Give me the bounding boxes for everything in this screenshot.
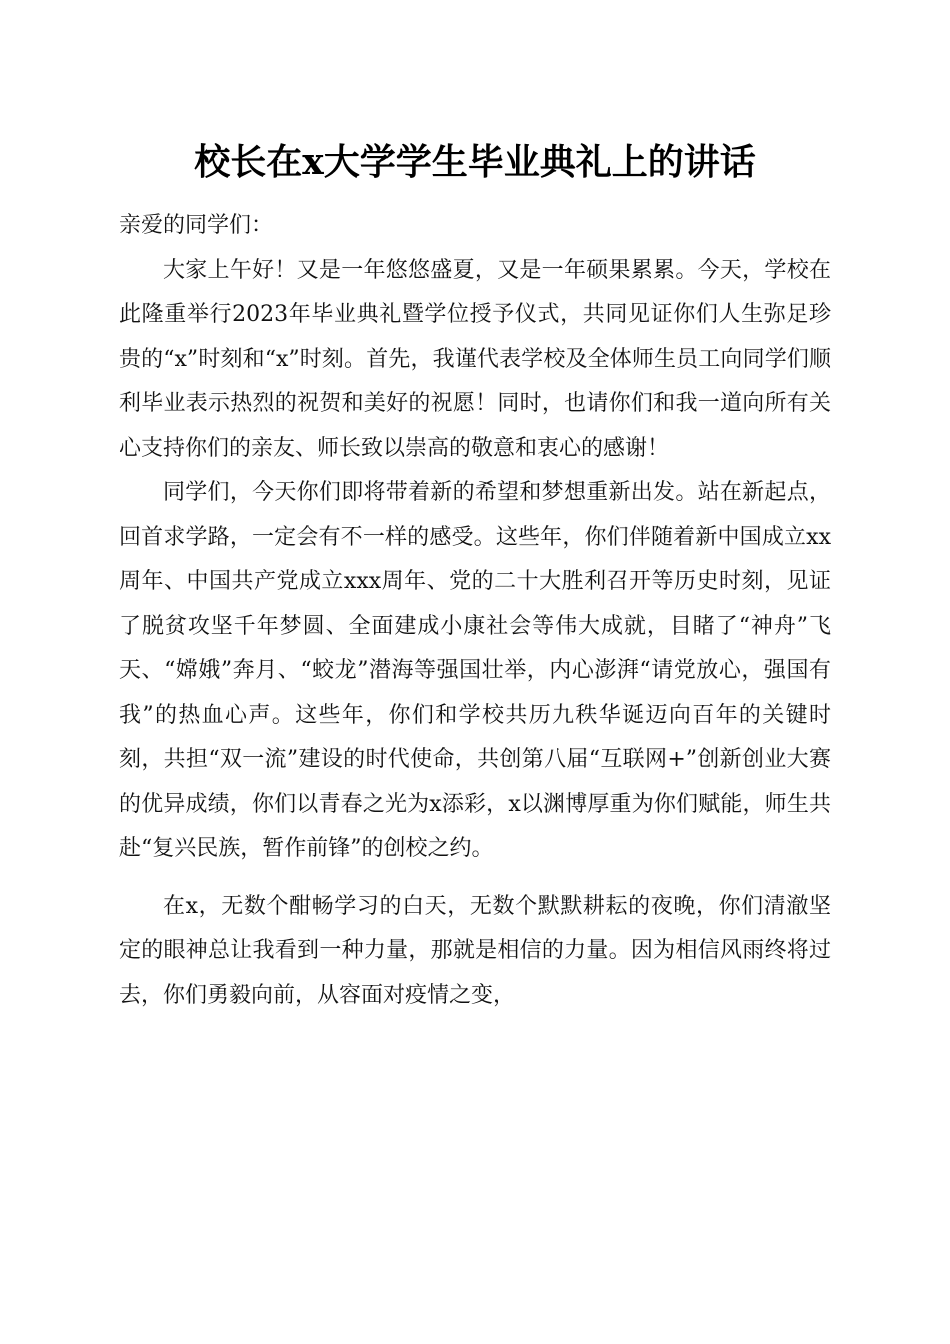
document-body <box>119 204 831 1018</box>
paragraph-reflection: 同学们，今天你们即将带着新的希望和梦想重新出发。站在新起点，回首求学路，一定会有不一样的感受。这些年，你们伴随着新中国成立xx周年、中国共产党成立xxx周年、党的二十大胜利召开等历史时刻，见证了脱贫攻坚千年梦圆、全面建成小康社会等伟大成就，目睹了“神舟”飞天、“嫦娥”奔月、“蛟龙”潜海等强国壮举，内心澎湃“请党放心，强国有我”的热血心声。这些年，你们和学校共历九秩华诞迈向百年的关键时刻，共担“双一流”建设的时代使命，共创第八届“互联网+”创新创业大赛的优异成绩，你们以青春之光为x添彩，x以渊博厚重为你们赋能，师生共赴“复兴民族，暂作前锋”的创校之约。 <box>119 480 831 861</box>
salutation: 亲爱的同学们： <box>119 213 274 238</box>
paragraph-belief: 在x，无数个酣畅学习的白天，无数个默默耕耘的夜晚，你们清澈坚定的眼神总让我看到一种力量，那就是相信的力量。因为相信风雨终将过去，你们勇毅向前，从容面对疫情之变， <box>119 893 831 1008</box>
document-title: 校长在x大学学生毕业典礼上的讲话 <box>194 141 756 183</box>
paragraph-greeting: 大家上午好！又是一年悠悠盛夏，又是一年硕果累累。今天，学校在此隆重举行2023年毕业典礼暨学位授予仪式，共同见证你们人生弥足珍贵的“x”时刻和“x”时刻。首先，我谨代表学校及全体师生员工向同学们顺利毕业表示热烈的祝贺和美好的祝愿！同时，也请你们和我一道向所有关心支持你们的亲友、师长致以崇高的敬意和衷心的感谢！ <box>119 257 831 461</box>
